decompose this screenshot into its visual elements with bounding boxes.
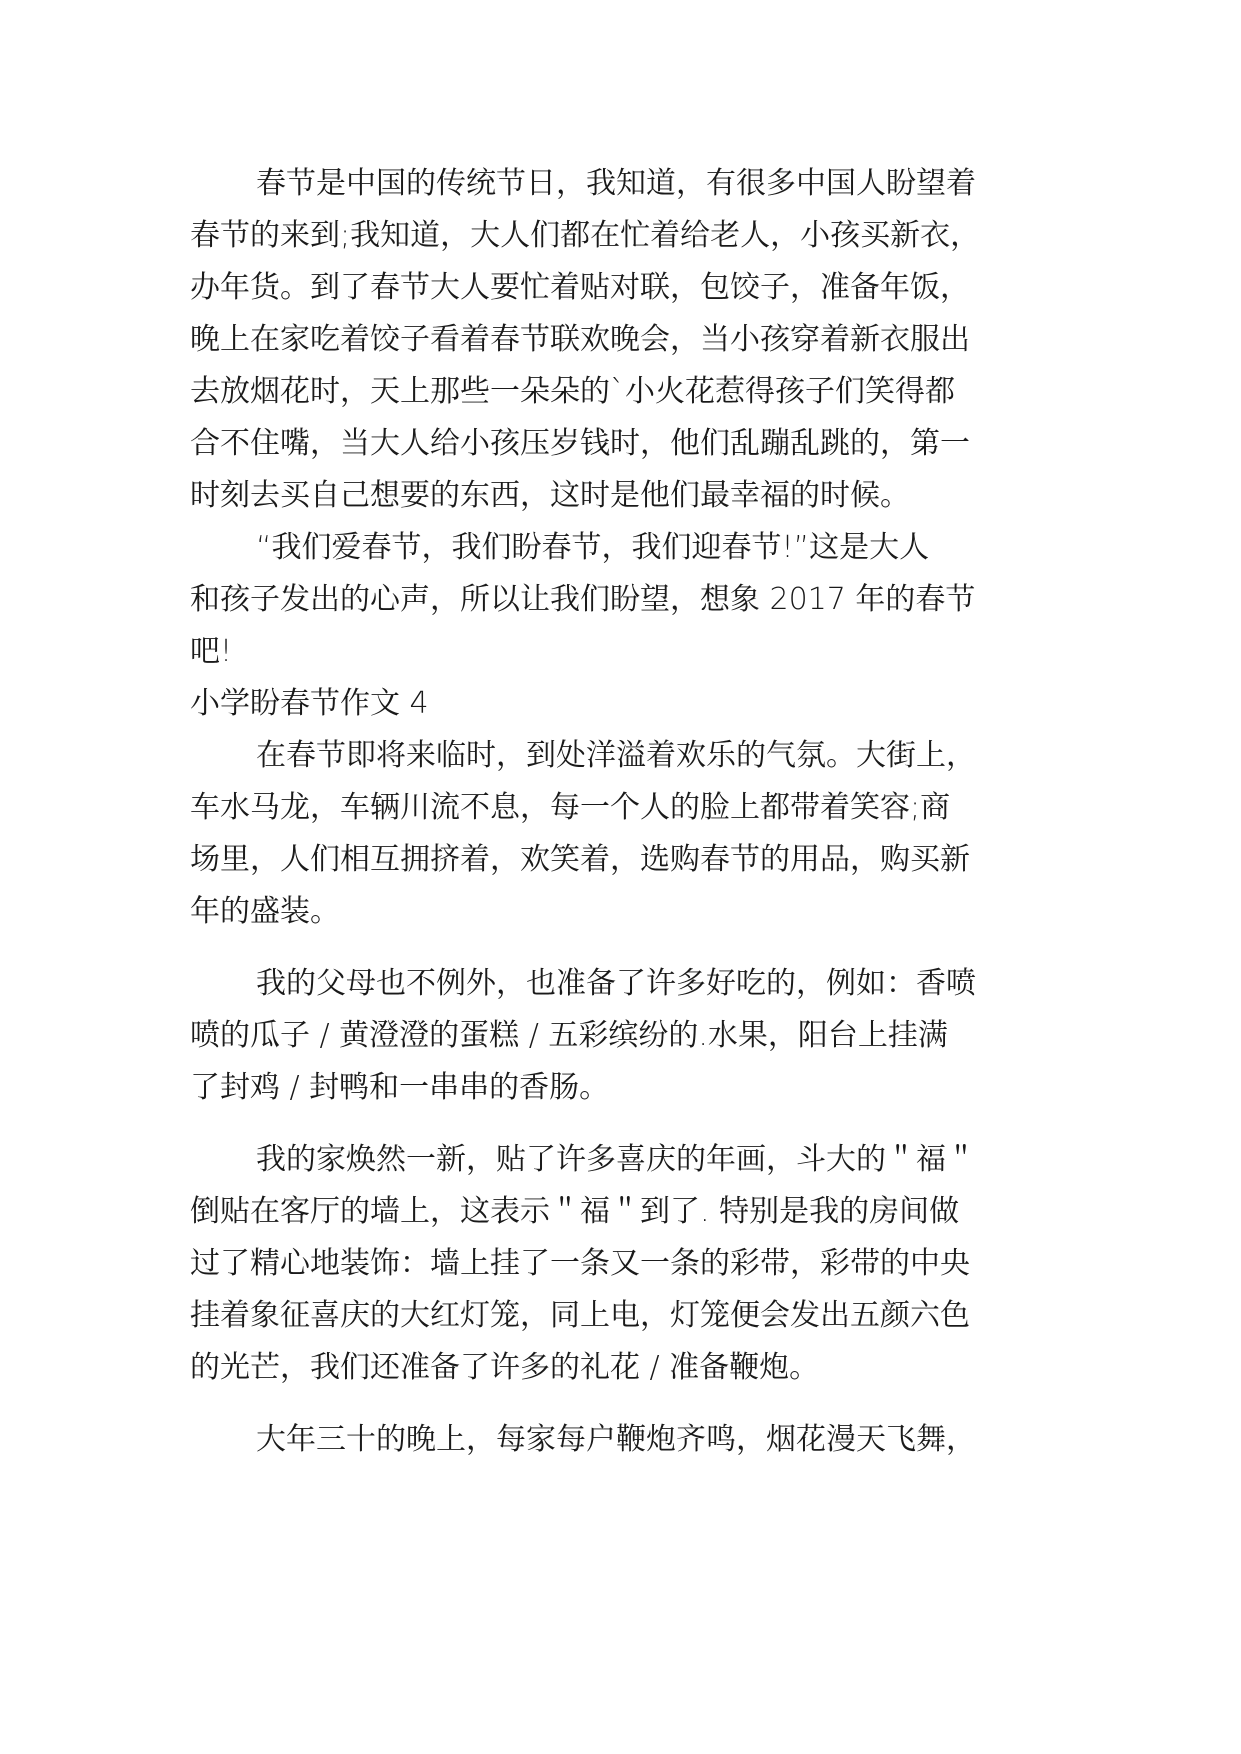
document-body [190, 158, 1070, 1466]
paragraph-line: 过了精心地装饰：墙上挂了一条又一条的彩带，彩带的中央 [190, 1246, 970, 1281]
paragraph-line: 去放烟花时，天上那些一朵朵的`小火花惹得孩子们笑得都 [190, 374, 955, 409]
paragraph-2 [190, 522, 1070, 678]
paragraph-line: 大年三十的晚上，每家每户鞭炮齐鸣，烟花漫天飞舞， [256, 1422, 976, 1457]
paragraph-line: 车水马龙，车辆川流不息，每一个人的脸上都带着笑容;商 [190, 790, 951, 825]
paragraph-line: 吧! [190, 634, 233, 669]
paragraph-line: 和孩子发出的心声，所以让我们盼望，想象 2017 年的春节 [190, 582, 976, 617]
section-heading [190, 678, 1070, 730]
paragraph-line: 办年货。到了春节大人要忙着贴对联，包饺子，准备年饭， [190, 270, 970, 305]
paragraph-line: 我的父母也不例外，也准备了许多好吃的，例如：香喷 [256, 966, 976, 1001]
paragraph-line: 倒贴在客厅的墙上，这表示＂福＂到了. 特别是我的房间做 [190, 1194, 960, 1229]
paragraph-line: “我们爱春节，我们盼春节，我们迎春节!”这是大人 [256, 530, 930, 565]
paragraph-3 [190, 730, 1070, 938]
paragraph-line: 的光芒，我们还准备了许多的礼花 / 准备鞭炮。 [190, 1350, 820, 1385]
paragraph-line: 春节的来到;我知道，大人们都在忙着给老人，小孩买新衣， [190, 218, 981, 253]
paragraph-line: 春节是中国的传统节日，我知道，有很多中国人盼望着 [256, 166, 976, 201]
paragraph-line: 了封鸡 / 封鸭和一串串的香肠。 [190, 1070, 610, 1105]
paragraph-6 [190, 1414, 1070, 1466]
paragraph-line: 我的家焕然一新，贴了许多喜庆的年画，斗大的＂福＂ [256, 1142, 976, 1177]
paragraph-5 [190, 1134, 1070, 1394]
paragraph-line: 合不住嘴，当大人给小孩压岁钱时，他们乱蹦乱跳的，第一 [190, 426, 970, 461]
paragraph-line: 挂着象征喜庆的大红灯笼，同上电，灯笼便会发出五颜六色 [190, 1298, 970, 1333]
heading-text: 小学盼春节作文 4 [190, 686, 429, 721]
paragraph-line: 场里，人们相互拥挤着，欢笑着，选购春节的用品，购买新 [190, 842, 970, 877]
paragraph-line: 晚上在家吃着饺子看着春节联欢晚会，当小孩穿着新衣服出 [190, 322, 970, 357]
paragraph-4 [190, 958, 1070, 1114]
paragraph-line: 喷的瓜子 / 黄澄澄的蛋糕 / 五彩缤纷的.水果，阳台上挂满 [190, 1018, 948, 1053]
paragraph-line: 年的盛装。 [190, 894, 340, 929]
paragraph-1 [190, 158, 1070, 522]
paragraph-line: 在春节即将来临时，到处洋溢着欢乐的气氛。大街上， [256, 738, 976, 773]
paragraph-line: 时刻去买自己想要的东西，这时是他们最幸福的时候。 [190, 478, 910, 513]
